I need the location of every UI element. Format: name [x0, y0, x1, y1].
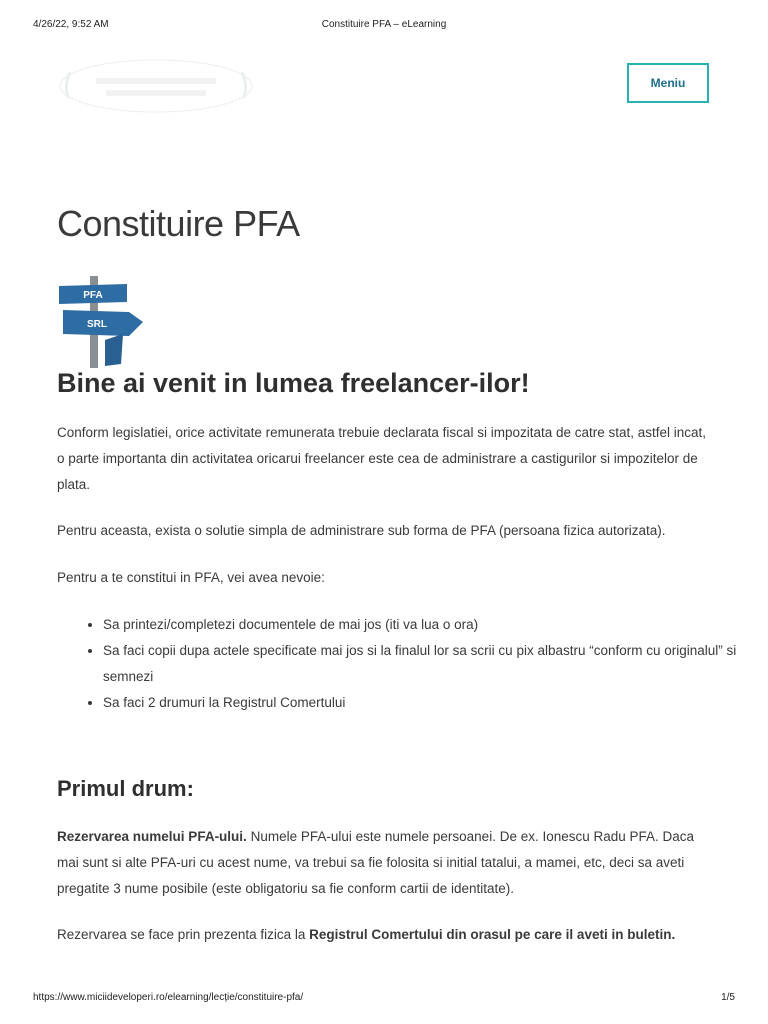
- page-title: Constituire PFA: [57, 203, 300, 244]
- list-item: • Sa printezi/completezi documentele de mai jos (iti va lua o ora): [103, 612, 753, 638]
- menu-button[interactable]: Meniu: [627, 63, 709, 103]
- reservation-location-bold: Registrul Comertului din orasul pe care il aveti in buletin.: [309, 927, 676, 942]
- site-logo[interactable]: [56, 58, 256, 114]
- section-heading: Primul drum:: [57, 776, 194, 801]
- page-url: https://www.miciideveloperi.ro/elearning/lecție/constituire-pfa/: [33, 992, 304, 1003]
- print-date: 4/26/22, 9:52 AM: [33, 19, 109, 30]
- reservation-location-paragraph: [57, 922, 717, 948]
- requirements-list: [57, 612, 753, 716]
- page-number: 1/5: [721, 992, 735, 1003]
- reservation-location-text: Rezervarea se face prin prezenta fizica la: [57, 927, 310, 942]
- signpost-image: [57, 274, 147, 369]
- intro-paragraph: Conform legislatiei, orice activitate remunerata trebuie declarata fiscal si impozitata de catre stat, astfel incat, o parte importanta din activitatea oricarui freelancer este cea de administrare a castigurilor si impozitelor de plata.: [57, 425, 707, 492]
- sign-label-pfa: PFA: [83, 290, 103, 301]
- sign-label-srl: SRL: [87, 319, 107, 330]
- print-header: [0, 14, 768, 34]
- print-title: Constituire PFA – eLearning: [321, 19, 447, 30]
- pfa-solution-paragraph: Pentru aceasta, exista o solutie simpla de administrare sub forma de PFA (persoana fizica autorizata).: [57, 523, 666, 538]
- name-reservation-bold: Rezervarea numelui PFA-ului.: [57, 829, 247, 844]
- name-reservation-text: Numele PFA-ului este numele persoanei. De ex. Ionescu Radu PFA. Daca mai sunt si alte PFA-uri cu acest nume, va trebui sa fie folosita si initial tatalui, a mamei, etc, deci sa aveti pregatite 3 nume posibile (este obligatoriu sa fie conform cartii de identitate).: [57, 829, 695, 896]
- welcome-heading: Bine ai venit in lumea freelancer-ilor!: [57, 368, 530, 398]
- requirements-intro: Pentru a te constitui in PFA, vei avea nevoie:: [57, 570, 325, 585]
- list-item: • Sa faci copii dupa actele specificate mai jos si la finalul lor sa scrii cu pix albastru “conform cu originalul” si semnezi: [103, 638, 753, 690]
- name-reservation-paragraph: [57, 824, 717, 902]
- list-item: • Sa faci 2 drumuri la Registrul Comertului: [103, 690, 753, 716]
